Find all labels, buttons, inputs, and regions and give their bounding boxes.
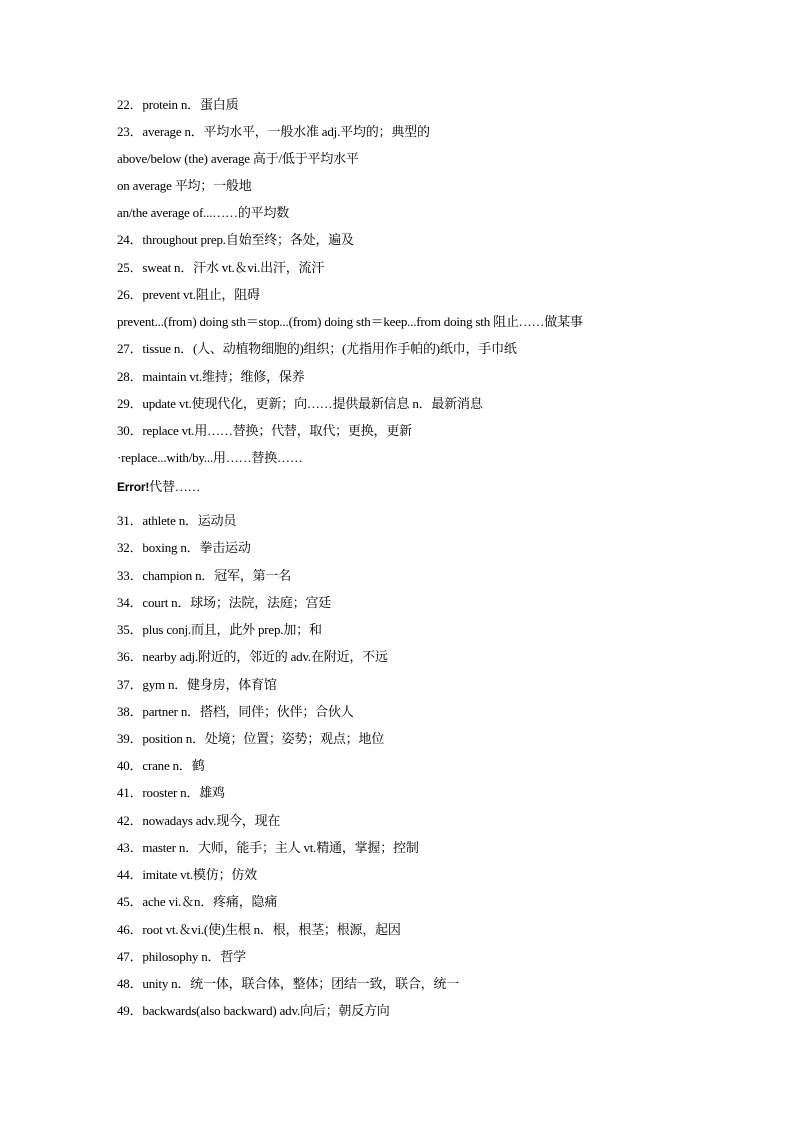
vocab-entry-37: 37．gym n．健身房，体育馆 <box>117 677 277 692</box>
vocab-entry-25: 25．sweat n．汗水 vt.＆vi.出汗，流汗 <box>117 260 325 275</box>
vocab-entry-23: 23．average n．平均水平，一般水准 adj.平均的；典型的 <box>117 124 430 139</box>
vocab-entry-31: 31．athlete n．运动员 <box>117 513 237 528</box>
vocab-entry-30: 30．replace vt.用……替换；代替，取代；更换，更新 <box>117 423 412 438</box>
vocab-entry-34: 34．court n．球场；法院，法庭；宫廷 <box>117 595 332 610</box>
vocab-phrase: an/the average of...……的平均数 <box>117 205 290 220</box>
error-line-text: 代替…… <box>149 479 201 494</box>
vocab-entry-43: 43．master n．大师，能手；主人 vt.精通，掌握；控制 <box>117 840 419 855</box>
vocab-entry-26: 26．prevent vt.阻止，阻碍 <box>117 287 260 302</box>
vocab-entry-45: 45．ache vi.＆n．疼痛，隐痛 <box>117 894 278 909</box>
vocab-entry-24: 24．throughout prep.自始至终；各处，遍及 <box>117 232 354 247</box>
vocab-entry-48: 48．unity n．统一体，联合体，整体；团结一致，联合，统一 <box>117 976 460 991</box>
vocab-entry-44: 44．imitate vt.模仿；仿效 <box>117 867 257 882</box>
vocab-phrase: prevent...(from) doing sth＝stop...(from) doing sth＝keep...from doing sth 阻止……做某事 <box>117 314 583 329</box>
vocab-entry-47: 47．philosophy n．哲学 <box>117 949 246 964</box>
vocab-entry-41: 41．rooster n．雄鸡 <box>117 785 225 800</box>
vocab-entry-40: 40．crane n．鹤 <box>117 758 205 773</box>
vocab-phrase: on average 平均；一般地 <box>117 178 252 193</box>
vocab-phrase: above/below (the) average 高于/低于平均水平 <box>117 151 359 166</box>
vocab-entry-46: 46．root vt.＆vi.(使)生根 n．根，根茎；根源，起因 <box>117 922 401 937</box>
vocab-entry-28: 28．maintain vt.维持；维修，保养 <box>117 369 305 384</box>
vocab-entry-35: 35．plus conj.而且，此外 prep.加；和 <box>117 622 322 637</box>
vocab-entry-38: 38．partner n．搭档，同伴；伙伴；合伙人 <box>117 704 354 719</box>
vocab-entry-49: 49．backwards(also backward) adv.向后；朝反方向 <box>117 1003 390 1018</box>
vocab-entry-22: 22．protein n．蛋白质 <box>117 97 239 112</box>
error-line <box>117 478 200 496</box>
vocab-entry-33: 33．champion n．冠军，第一名 <box>117 568 292 583</box>
vocab-entry-36: 36．nearby adj.附近的，邻近的 adv.在附近，不远 <box>117 649 388 664</box>
vocab-entry-39: 39．position n．处境；位置；姿势；观点；地位 <box>117 731 385 746</box>
vocab-entry-32: 32．boxing n．拳击运动 <box>117 540 251 555</box>
vocab-entry-29: 29．update vt.使现代化，更新；向……提供最新信息 n．最新消息 <box>117 396 483 411</box>
error-label: Error! <box>117 480 150 494</box>
vocab-entry-42: 42．nowadays adv.现今，现在 <box>117 813 281 828</box>
vocab-phrase: ·replace...with/by...用……替换…… <box>117 450 303 465</box>
vocab-entry-27: 27．tissue n．(人、动植物细胞的)组织；(尤指用作手帕的)纸巾，手巾纸 <box>117 341 517 356</box>
